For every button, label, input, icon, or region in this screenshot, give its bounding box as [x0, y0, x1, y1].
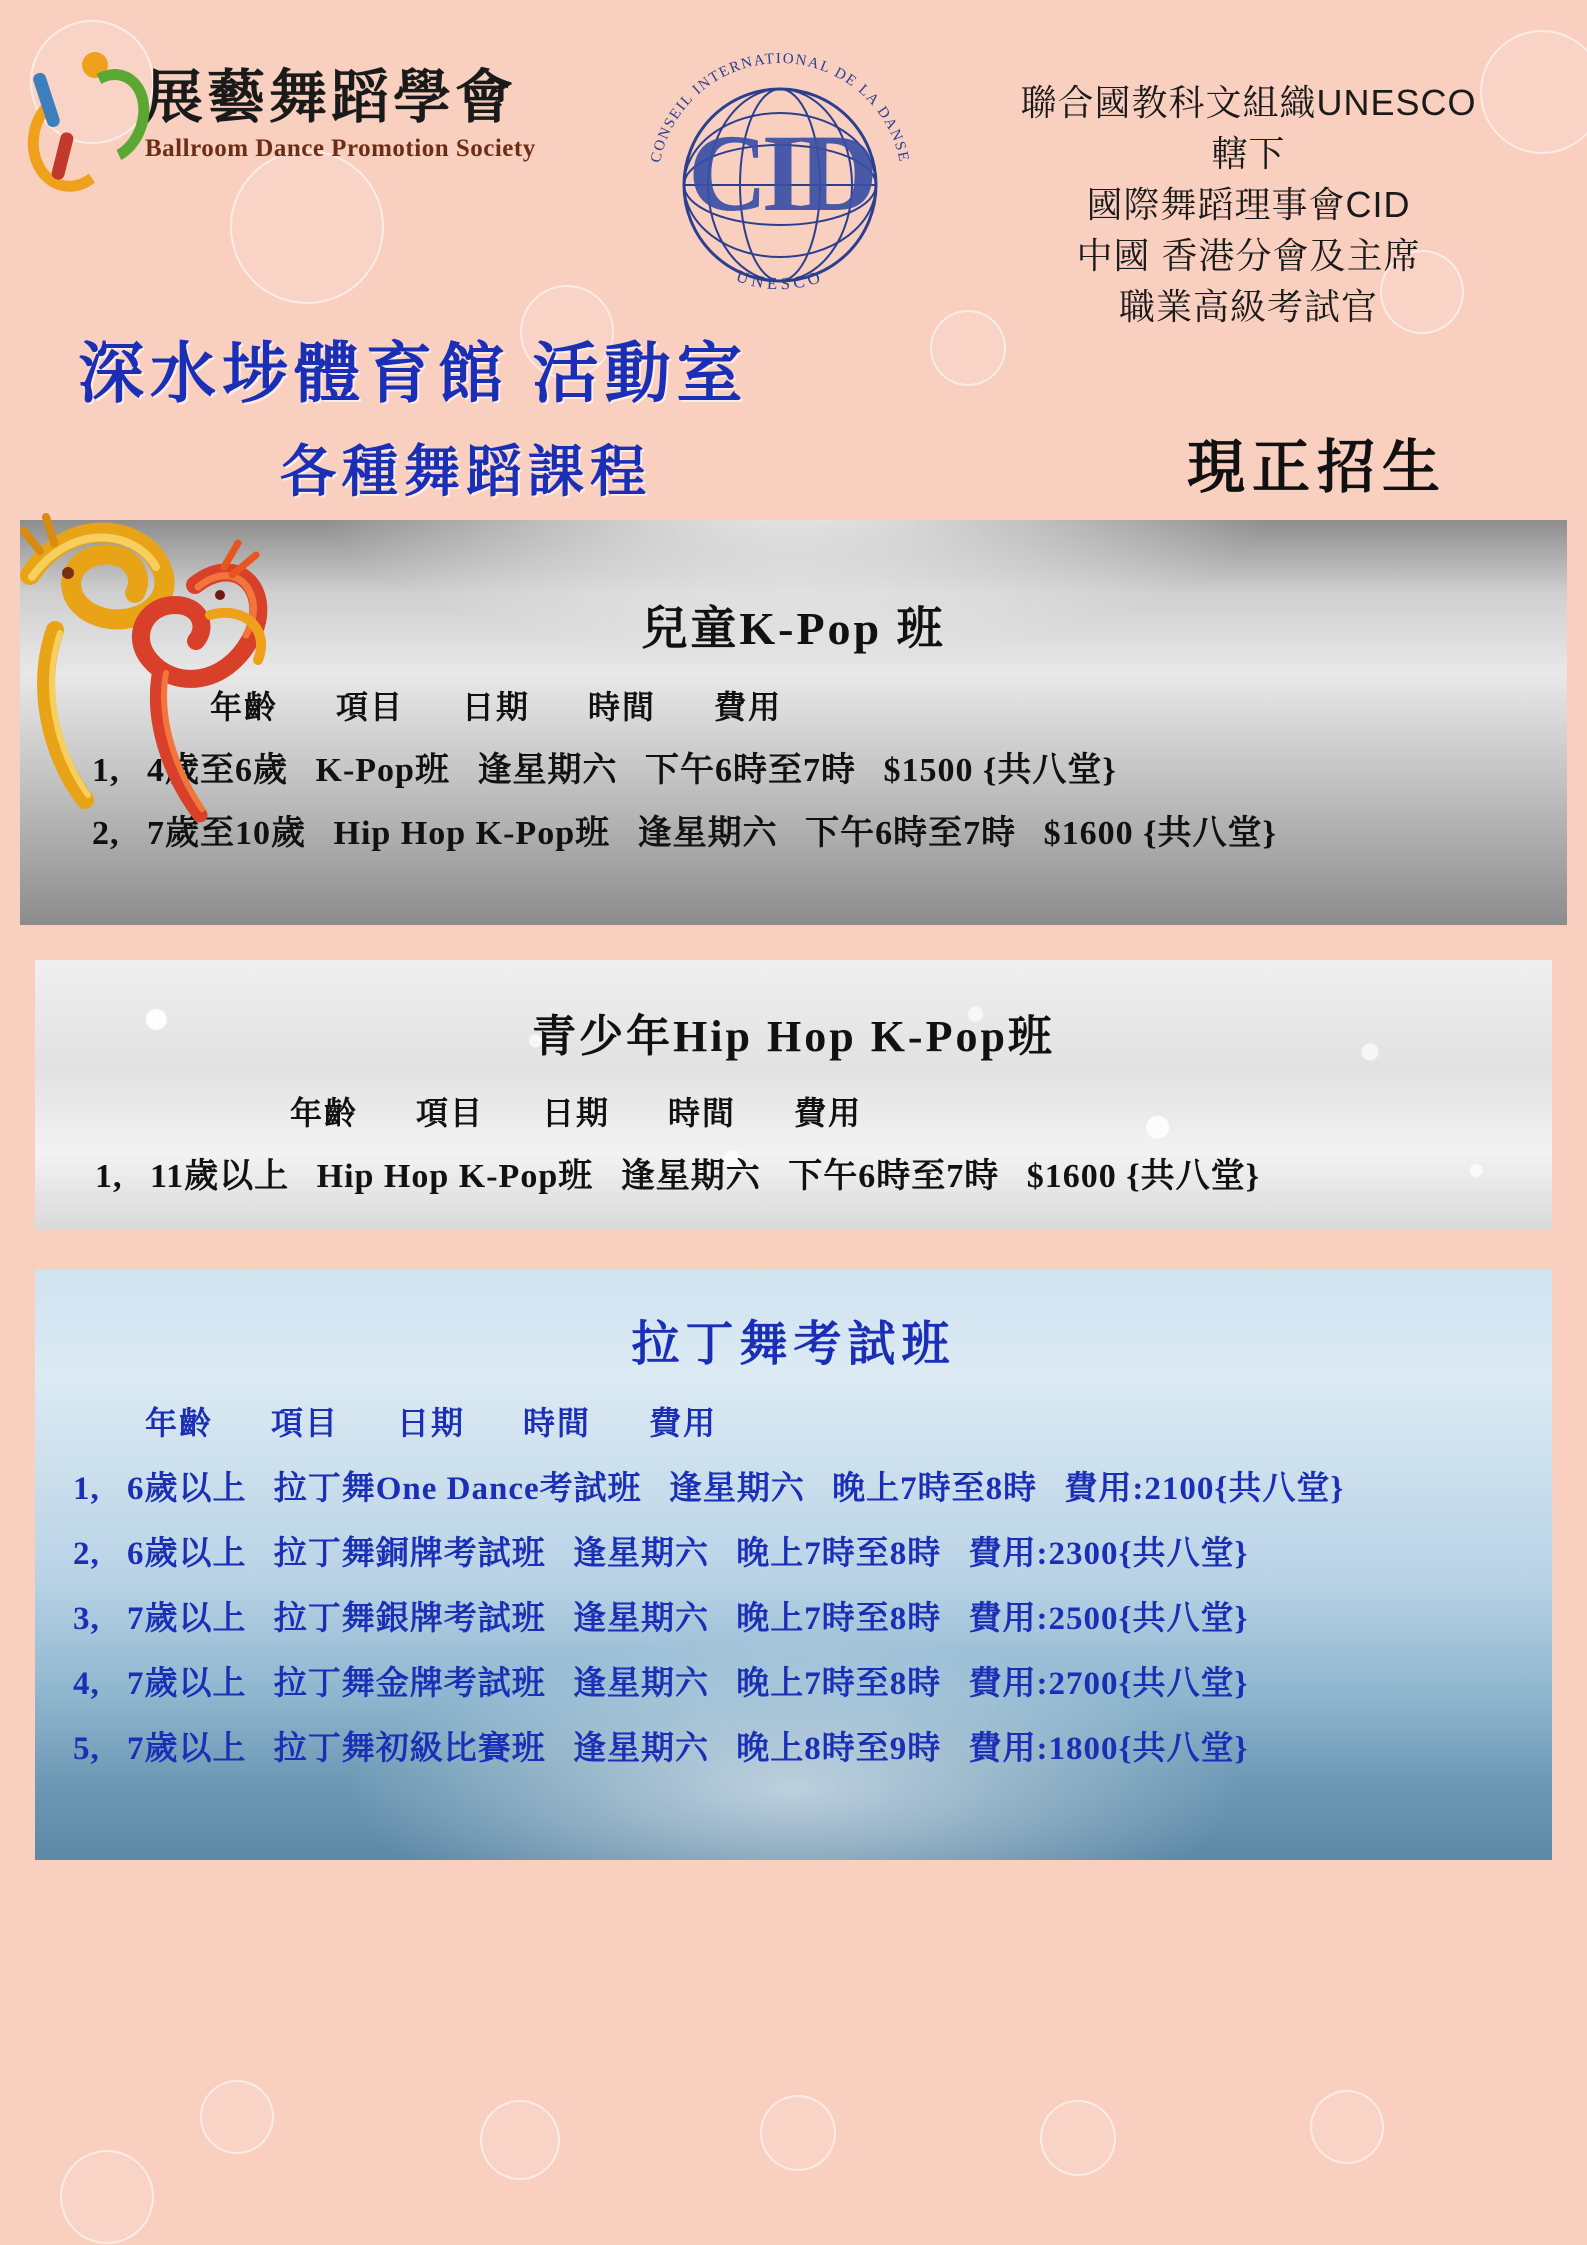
- row-date: 逢星期六: [668, 1471, 805, 1507]
- row-fee: 費用:2100{共八堂}: [1064, 1471, 1345, 1507]
- row-fee: $1500 {共八堂}: [883, 752, 1117, 789]
- row-number: 2,: [92, 815, 120, 852]
- affiliation-line-2: 轄下: [1211, 133, 1286, 175]
- column-header-fee: 費用: [794, 1095, 863, 1131]
- enrolling-badge: 現正招生: [1186, 435, 1447, 500]
- row-age: 7歲以上: [127, 1601, 247, 1637]
- course-row: [35, 1527, 1552, 1574]
- course-row: [35, 1657, 1552, 1704]
- course-row: [20, 742, 1567, 791]
- column-header-fee: 費用: [649, 1405, 718, 1441]
- row-date: 逢星期六: [573, 1731, 709, 1767]
- row-age: 4歲至6歲: [147, 752, 288, 789]
- column-header-date: 日期: [462, 689, 531, 725]
- course-row: [35, 1148, 1552, 1197]
- row-time: 下午6時至7時: [644, 752, 856, 789]
- row-age: 7歲以上: [127, 1731, 247, 1767]
- row-age: 11歲以上: [150, 1158, 290, 1195]
- row-time: 晚上7時至8時: [736, 1601, 942, 1637]
- society-name-en: Ballroom Dance Promotion Society: [145, 134, 536, 162]
- row-date: 逢星期六: [620, 1158, 761, 1195]
- section-latin-exam: [35, 1270, 1552, 1860]
- row-number: 1,: [92, 752, 120, 789]
- row-time: 晚上7時至8時: [832, 1471, 1038, 1507]
- column-header-age: 年齡: [145, 1405, 214, 1441]
- row-number: 3,: [73, 1601, 100, 1637]
- cid-globe-emblem: [630, 25, 930, 325]
- row-date: 逢星期六: [477, 752, 618, 789]
- row-time: 晚上7時至8時: [736, 1666, 942, 1702]
- poster-header: [0, 0, 1587, 330]
- affiliation-line-1: 聯合國教科文組織UNESCO: [1020, 82, 1477, 123]
- column-header-age: 年齡: [290, 1095, 359, 1131]
- section-title: 青少年Hip Hop K-Pop班: [532, 1012, 1055, 1061]
- course-row: [20, 805, 1567, 854]
- row-number: 2,: [73, 1536, 100, 1572]
- column-header-date: 日期: [397, 1405, 466, 1441]
- row-time: 晚上7時至8時: [736, 1536, 942, 1572]
- course-row: [35, 1592, 1552, 1639]
- courses-title: 各種舞蹈課程: [280, 442, 652, 504]
- row-number: 1,: [95, 1158, 123, 1195]
- svg-text:CONSEIL INTERNATIONAL DE LA DA: CONSEIL INTERNATIONAL DE LA DANSE: [648, 50, 912, 165]
- row-time: 晚上8時至9時: [736, 1731, 942, 1767]
- row-date: 逢星期六: [573, 1666, 709, 1702]
- row-item: 拉丁舞銀牌考試班: [273, 1601, 546, 1637]
- society-logo: [20, 25, 640, 185]
- row-age: 6歲以上: [127, 1471, 247, 1507]
- column-headers: [35, 1088, 1552, 1134]
- row-item: 拉丁舞銅牌考試班: [273, 1536, 546, 1572]
- row-fee: 費用:2700{共八堂}: [968, 1666, 1249, 1702]
- column-headers: [20, 682, 1567, 728]
- column-header-time: 時間: [588, 689, 657, 725]
- column-header-item: 項目: [416, 1095, 485, 1131]
- society-name-cn: 展藝舞蹈學會: [145, 65, 518, 130]
- row-fee: $1600 {共八堂}: [1043, 815, 1277, 852]
- column-header-time: 時間: [523, 1405, 592, 1441]
- row-date: 逢星期六: [573, 1601, 709, 1637]
- affiliation-line-3: 國際舞蹈理事會CID: [1086, 184, 1411, 226]
- course-row: [35, 1722, 1552, 1769]
- column-header-date: 日期: [542, 1095, 611, 1131]
- section-title: 兒童K-Pop 班: [641, 603, 946, 654]
- column-header-item: 項目: [336, 689, 405, 725]
- affiliation-line-5: 職業高級考試官: [1118, 286, 1378, 328]
- svg-text:CID: CID: [688, 112, 872, 234]
- row-time: 下午6時至7時: [788, 1158, 1000, 1195]
- row-fee: 費用:2500{共八堂}: [968, 1601, 1249, 1637]
- section-children-kpop: [20, 520, 1567, 925]
- row-item: Hip Hop K-Pop班: [333, 815, 611, 852]
- row-fee: 費用:1800{共八堂}: [968, 1731, 1249, 1767]
- course-row: [35, 1462, 1552, 1509]
- row-number: 1,: [73, 1471, 100, 1507]
- affiliation-block: [930, 25, 1567, 333]
- society-name-block: [145, 50, 536, 163]
- row-number: 5,: [73, 1731, 100, 1767]
- row-number: 4,: [73, 1666, 100, 1702]
- row-age: 6歲以上: [127, 1536, 247, 1572]
- row-date: 逢星期六: [573, 1536, 709, 1572]
- row-age: 7歲至10歲: [147, 815, 306, 852]
- section-teen-hiphop-kpop: [35, 960, 1552, 1230]
- svg-text:UNESCO: UNESCO: [733, 266, 827, 294]
- column-header-fee: 費用: [714, 689, 783, 725]
- column-header-age: 年齡: [210, 689, 279, 725]
- row-item: 拉丁舞One Dance考試班: [273, 1471, 642, 1507]
- row-age: 7歲以上: [127, 1666, 247, 1702]
- column-headers: [35, 1398, 1552, 1444]
- column-header-item: 項目: [271, 1405, 340, 1441]
- row-fee: $1600 {共八堂}: [1026, 1158, 1261, 1195]
- row-date: 逢星期六: [637, 815, 778, 852]
- row-fee: 費用:2300{共八堂}: [968, 1536, 1249, 1572]
- row-item: Hip Hop K-Pop班: [316, 1158, 594, 1195]
- affiliation-line-4: 中國 香港分會及主席: [1076, 235, 1421, 277]
- dancer-logo-icon: [20, 50, 135, 185]
- row-item: 拉丁舞金牌考試班: [273, 1666, 546, 1702]
- column-header-time: 時間: [668, 1095, 737, 1131]
- row-time: 下午6時至7時: [805, 815, 1017, 852]
- venue-title: 深水埗體育館 活動室: [78, 338, 749, 411]
- row-item: 拉丁舞初級比賽班: [273, 1731, 546, 1767]
- headline-block: [0, 320, 1587, 520]
- row-item: K-Pop班: [315, 752, 450, 789]
- section-title: 拉丁舞考試班: [631, 1318, 956, 1371]
